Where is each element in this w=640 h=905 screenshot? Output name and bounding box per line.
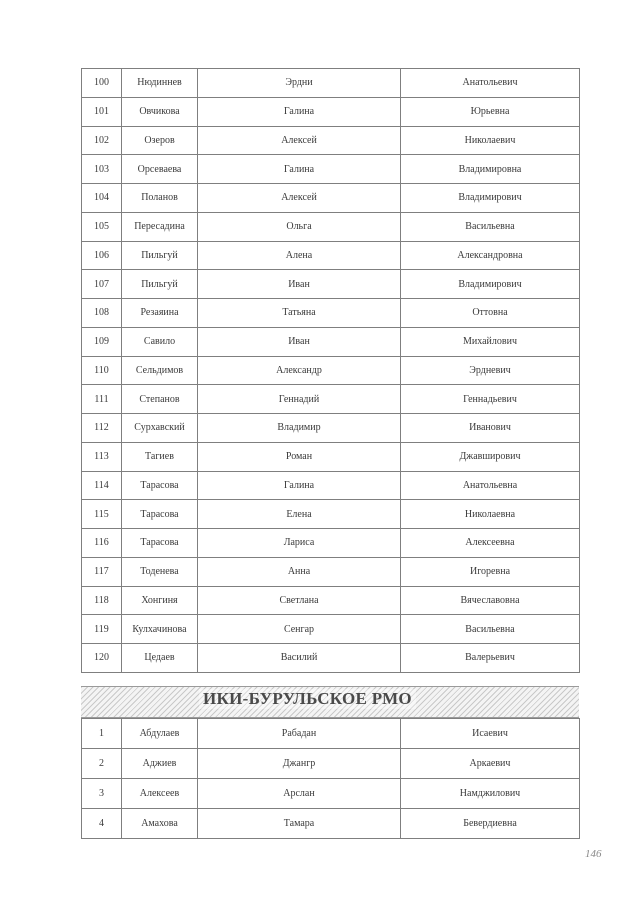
table-row: [82, 385, 580, 414]
patronymic-cell: Юрьевна: [401, 97, 580, 126]
first-name-cell: Алексей: [198, 126, 401, 155]
patronymic-cell: Александровна: [401, 241, 580, 270]
row-number-cell: 111: [82, 385, 122, 414]
first-name-cell: Галина: [198, 155, 401, 184]
row-number-cell: 4: [82, 809, 122, 839]
first-name-cell: Арслан: [198, 779, 401, 809]
row-number-cell: 114: [82, 471, 122, 500]
last-name-cell: Савило: [122, 327, 198, 356]
last-name-cell: Сурхавский: [122, 414, 198, 443]
table-row: [82, 442, 580, 471]
first-name-cell: Василий: [198, 644, 401, 673]
row-number-cell: 113: [82, 442, 122, 471]
row-number-cell: 3: [82, 779, 122, 809]
first-name-cell: Владимир: [198, 414, 401, 443]
patronymic-cell: Исаевич: [401, 719, 580, 749]
patronymic-cell: Вячеславовна: [401, 586, 580, 615]
roster-table: [81, 68, 580, 673]
row-number-cell: 2: [82, 749, 122, 779]
row-number-cell: 105: [82, 212, 122, 241]
row-number-cell: 119: [82, 615, 122, 644]
row-number-cell: 108: [82, 299, 122, 328]
last-name-cell: Тоденева: [122, 557, 198, 586]
patronymic-cell: Владимировна: [401, 155, 580, 184]
row-number-cell: 1: [82, 719, 122, 749]
patronymic-cell: Аркаевич: [401, 749, 580, 779]
first-name-cell: Тамара: [198, 809, 401, 839]
last-name-cell: Тарасова: [122, 529, 198, 558]
patronymic-cell: Васильевна: [401, 615, 580, 644]
row-number-cell: 101: [82, 97, 122, 126]
first-name-cell: Галина: [198, 97, 401, 126]
last-name-cell: Абдулаев: [122, 719, 198, 749]
table-row: [82, 471, 580, 500]
last-name-cell: Озеров: [122, 126, 198, 155]
table-row: [82, 69, 580, 98]
patronymic-cell: Бевердиевна: [401, 809, 580, 839]
first-name-cell: Геннадий: [198, 385, 401, 414]
section-header-band: [81, 686, 579, 718]
first-name-cell: Роман: [198, 442, 401, 471]
table-row: [82, 327, 580, 356]
first-name-cell: Алексей: [198, 184, 401, 213]
row-number-cell: 107: [82, 270, 122, 299]
row-number-cell: 115: [82, 500, 122, 529]
last-name-cell: Пильгуй: [122, 241, 198, 270]
first-name-cell: Анна: [198, 557, 401, 586]
first-name-cell: Светлана: [198, 586, 401, 615]
table-row: [82, 155, 580, 184]
table-row: [82, 719, 580, 749]
row-number-cell: 110: [82, 356, 122, 385]
table-row: [82, 126, 580, 155]
patronymic-cell: Николаевна: [401, 500, 580, 529]
last-name-cell: Амахова: [122, 809, 198, 839]
table-row: [82, 586, 580, 615]
table-row: [82, 615, 580, 644]
first-name-cell: Джангр: [198, 749, 401, 779]
patronymic-cell: Анатольевна: [401, 471, 580, 500]
table-row: [82, 212, 580, 241]
table-row: [82, 749, 580, 779]
last-name-cell: Тарасова: [122, 500, 198, 529]
table-row: [82, 500, 580, 529]
last-name-cell: Кулхачинова: [122, 615, 198, 644]
first-name-cell: Рабадан: [198, 719, 401, 749]
row-number-cell: 100: [82, 69, 122, 98]
last-name-cell: Хонгиня: [122, 586, 198, 615]
patronymic-cell: Иванович: [401, 414, 580, 443]
page-number: 146: [585, 848, 602, 860]
first-name-cell: Иван: [198, 270, 401, 299]
patronymic-cell: Васильевна: [401, 212, 580, 241]
row-number-cell: 103: [82, 155, 122, 184]
patronymic-cell: Алексеевна: [401, 529, 580, 558]
table-row: [82, 809, 580, 839]
table-row: [82, 644, 580, 673]
last-name-cell: Нюдиннев: [122, 69, 198, 98]
last-name-cell: Орсеваева: [122, 155, 198, 184]
patronymic-cell: Михайлович: [401, 327, 580, 356]
first-name-cell: Сенгар: [198, 615, 401, 644]
patronymic-cell: Джавширович: [401, 442, 580, 471]
last-name-cell: Пересадина: [122, 212, 198, 241]
first-name-cell: Алена: [198, 241, 401, 270]
patronymic-cell: Анатольевич: [401, 69, 580, 98]
first-name-cell: Эрдни: [198, 69, 401, 98]
row-number-cell: 104: [82, 184, 122, 213]
first-name-cell: Иван: [198, 327, 401, 356]
first-name-cell: Лариса: [198, 529, 401, 558]
row-number-cell: 120: [82, 644, 122, 673]
patronymic-cell: Эрдневич: [401, 356, 580, 385]
table-row: [82, 299, 580, 328]
patronymic-cell: Валерьевич: [401, 644, 580, 673]
first-name-cell: Ольга: [198, 212, 401, 241]
patronymic-cell: Намджилович: [401, 779, 580, 809]
patronymic-cell: Геннадьевич: [401, 385, 580, 414]
last-name-cell: Степанов: [122, 385, 198, 414]
last-name-cell: Резаяина: [122, 299, 198, 328]
table-row: [82, 270, 580, 299]
last-name-cell: Пильгуй: [122, 270, 198, 299]
last-name-cell: Поланов: [122, 184, 198, 213]
patronymic-cell: Владимирович: [401, 270, 580, 299]
table-row: [82, 241, 580, 270]
table-row: [82, 557, 580, 586]
row-number-cell: 102: [82, 126, 122, 155]
row-number-cell: 118: [82, 586, 122, 615]
roster-table-body: [82, 69, 580, 673]
table-row: [82, 529, 580, 558]
last-name-cell: Тагиев: [122, 442, 198, 471]
last-name-cell: Цедаев: [122, 644, 198, 673]
first-name-cell: Татьяна: [198, 299, 401, 328]
last-name-cell: Аджиев: [122, 749, 198, 779]
table-row: [82, 97, 580, 126]
last-name-cell: Тарасова: [122, 471, 198, 500]
last-name-cell: Алексеев: [122, 779, 198, 809]
patronymic-cell: Игоревна: [401, 557, 580, 586]
row-number-cell: 116: [82, 529, 122, 558]
row-number-cell: 106: [82, 241, 122, 270]
table-row: [82, 356, 580, 385]
first-name-cell: Галина: [198, 471, 401, 500]
table-row: [82, 184, 580, 213]
first-name-cell: Елена: [198, 500, 401, 529]
last-name-cell: Сельдимов: [122, 356, 198, 385]
patronymic-cell: Владимирович: [401, 184, 580, 213]
last-name-cell: Овчикова: [122, 97, 198, 126]
section-title: ИКИ-БУРУЛЬСКОЕ РМО: [199, 689, 416, 709]
table-row: [82, 414, 580, 443]
first-name-cell: Александр: [198, 356, 401, 385]
patronymic-cell: Николаевич: [401, 126, 580, 155]
row-number-cell: 112: [82, 414, 122, 443]
section-roster-table: [81, 718, 580, 839]
patronymic-cell: Оттовна: [401, 299, 580, 328]
section-roster-table-body: [82, 719, 580, 839]
row-number-cell: 109: [82, 327, 122, 356]
row-number-cell: 117: [82, 557, 122, 586]
table-row: [82, 779, 580, 809]
